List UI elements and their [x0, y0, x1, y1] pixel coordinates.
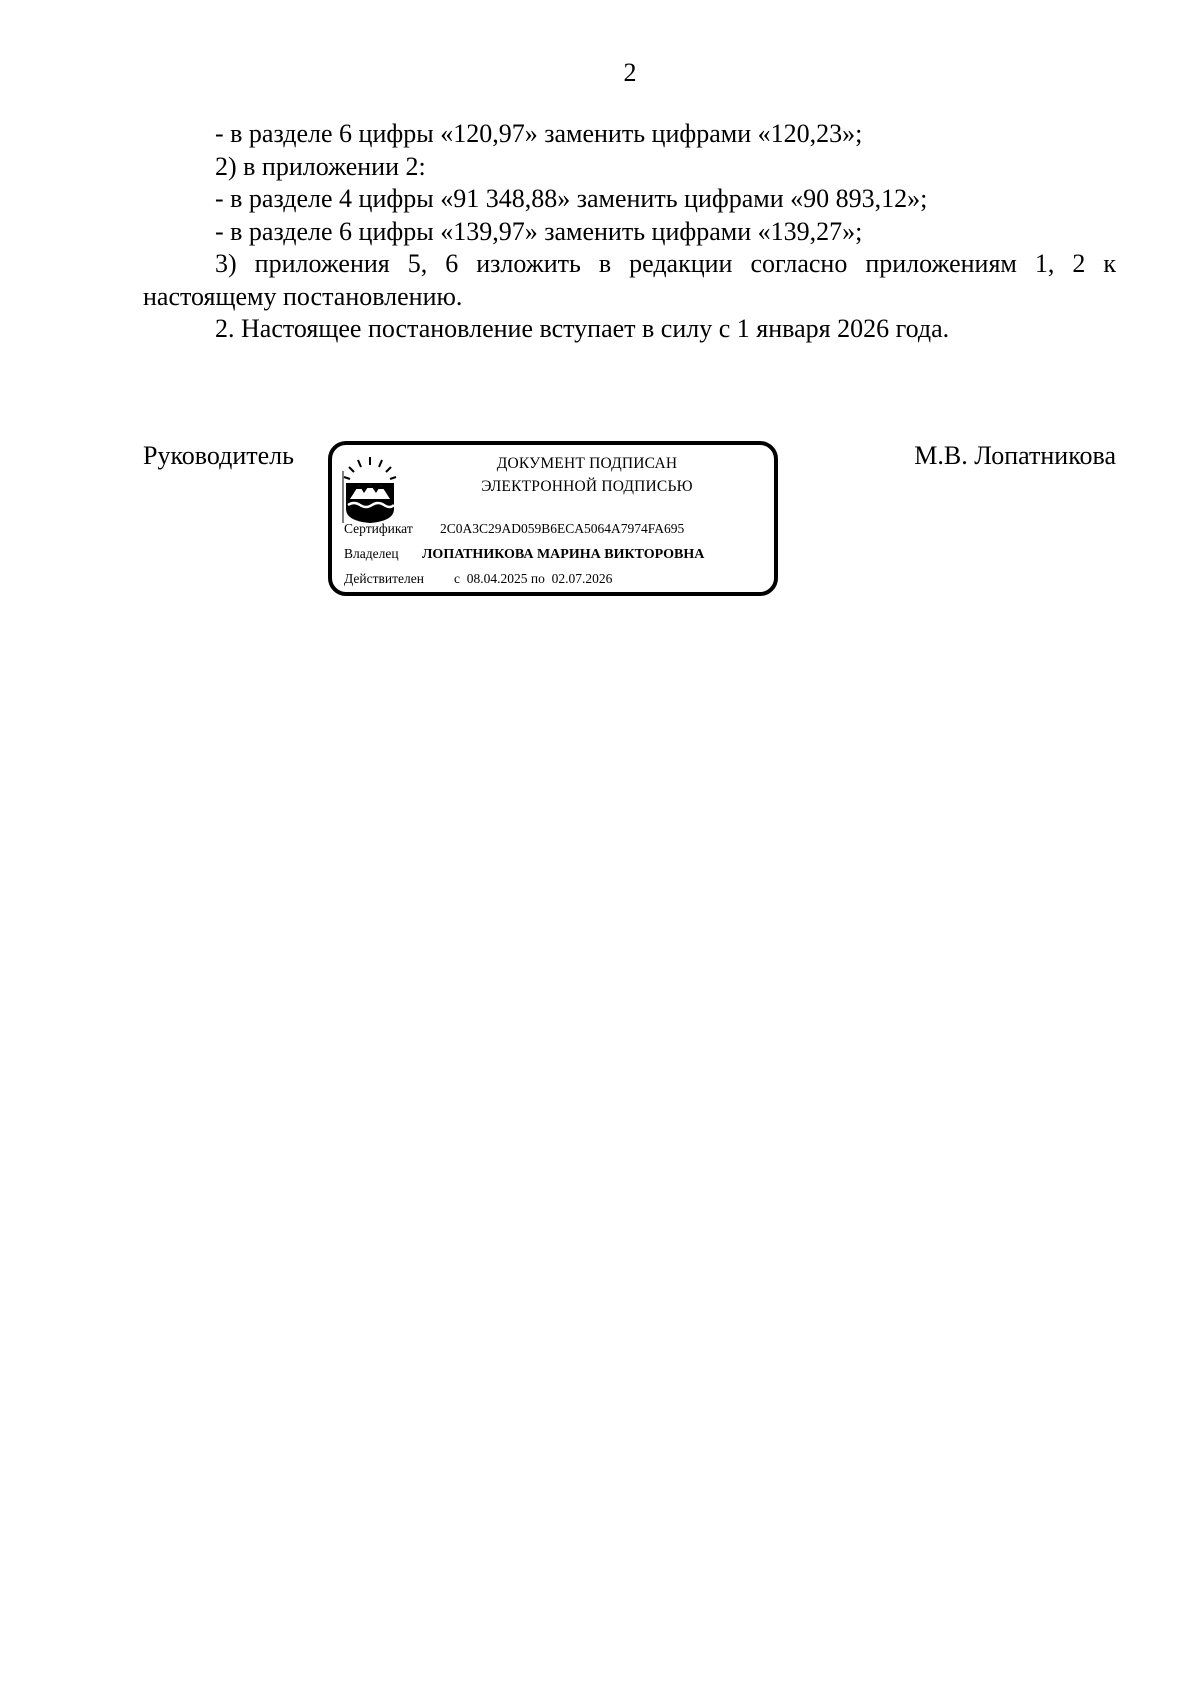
- certificate-value: 2C0A3C29AD059B6ECA5064A7974FA695: [440, 521, 685, 536]
- validity-value: с 08.04.2025 по 02.07.2026: [454, 571, 613, 586]
- coat-of-arms-emblem-icon: [340, 453, 400, 525]
- signature-block: [143, 440, 1116, 605]
- paragraph: 2) в приложении 2:: [215, 151, 426, 181]
- paragraph: 3) приложения 5, 6 изложить в редакции согласно приложениям 1, 2 к настоящему постановлению.: [143, 249, 1116, 311]
- stamp-owner-row: [344, 545, 704, 564]
- owner-value: ЛОПАТНИКОВА МАРИНА ВИКТОРОВНА: [422, 547, 705, 562]
- stamp-certificate-row: [344, 520, 684, 538]
- paragraph: - в разделе 4 цифры «91 348,88» заменить цифрами «90 893,12»;: [215, 184, 928, 213]
- signer-position: Руководитель: [143, 441, 294, 470]
- validity-label: Действителен: [344, 571, 424, 586]
- page-number: 2: [623, 58, 637, 87]
- owner-label: Владелец: [344, 546, 399, 561]
- certificate-label: Сертификат: [344, 521, 413, 536]
- paragraph: - в разделе 6 цифры «120,97» заменить цифрами «120,23»;: [215, 119, 863, 148]
- stamp-title: ДОКУМЕНТ ПОДПИСАН: [496, 455, 678, 472]
- document-body: [143, 118, 1116, 346]
- electronic-signature-stamp: [328, 441, 778, 596]
- signer-name: М.В. Лопатникова: [914, 441, 1116, 470]
- stamp-validity-row: [344, 570, 612, 588]
- paragraph: 2. Настоящее постановление вступает в силу с 1 января 2026 года.: [215, 314, 950, 343]
- stamp-subtitle: ЭЛЕКТРОННОЙ ПОДПИСЬЮ: [481, 478, 693, 495]
- paragraph: - в разделе 6 цифры «139,97» заменить цифрами «139,27»;: [215, 216, 863, 246]
